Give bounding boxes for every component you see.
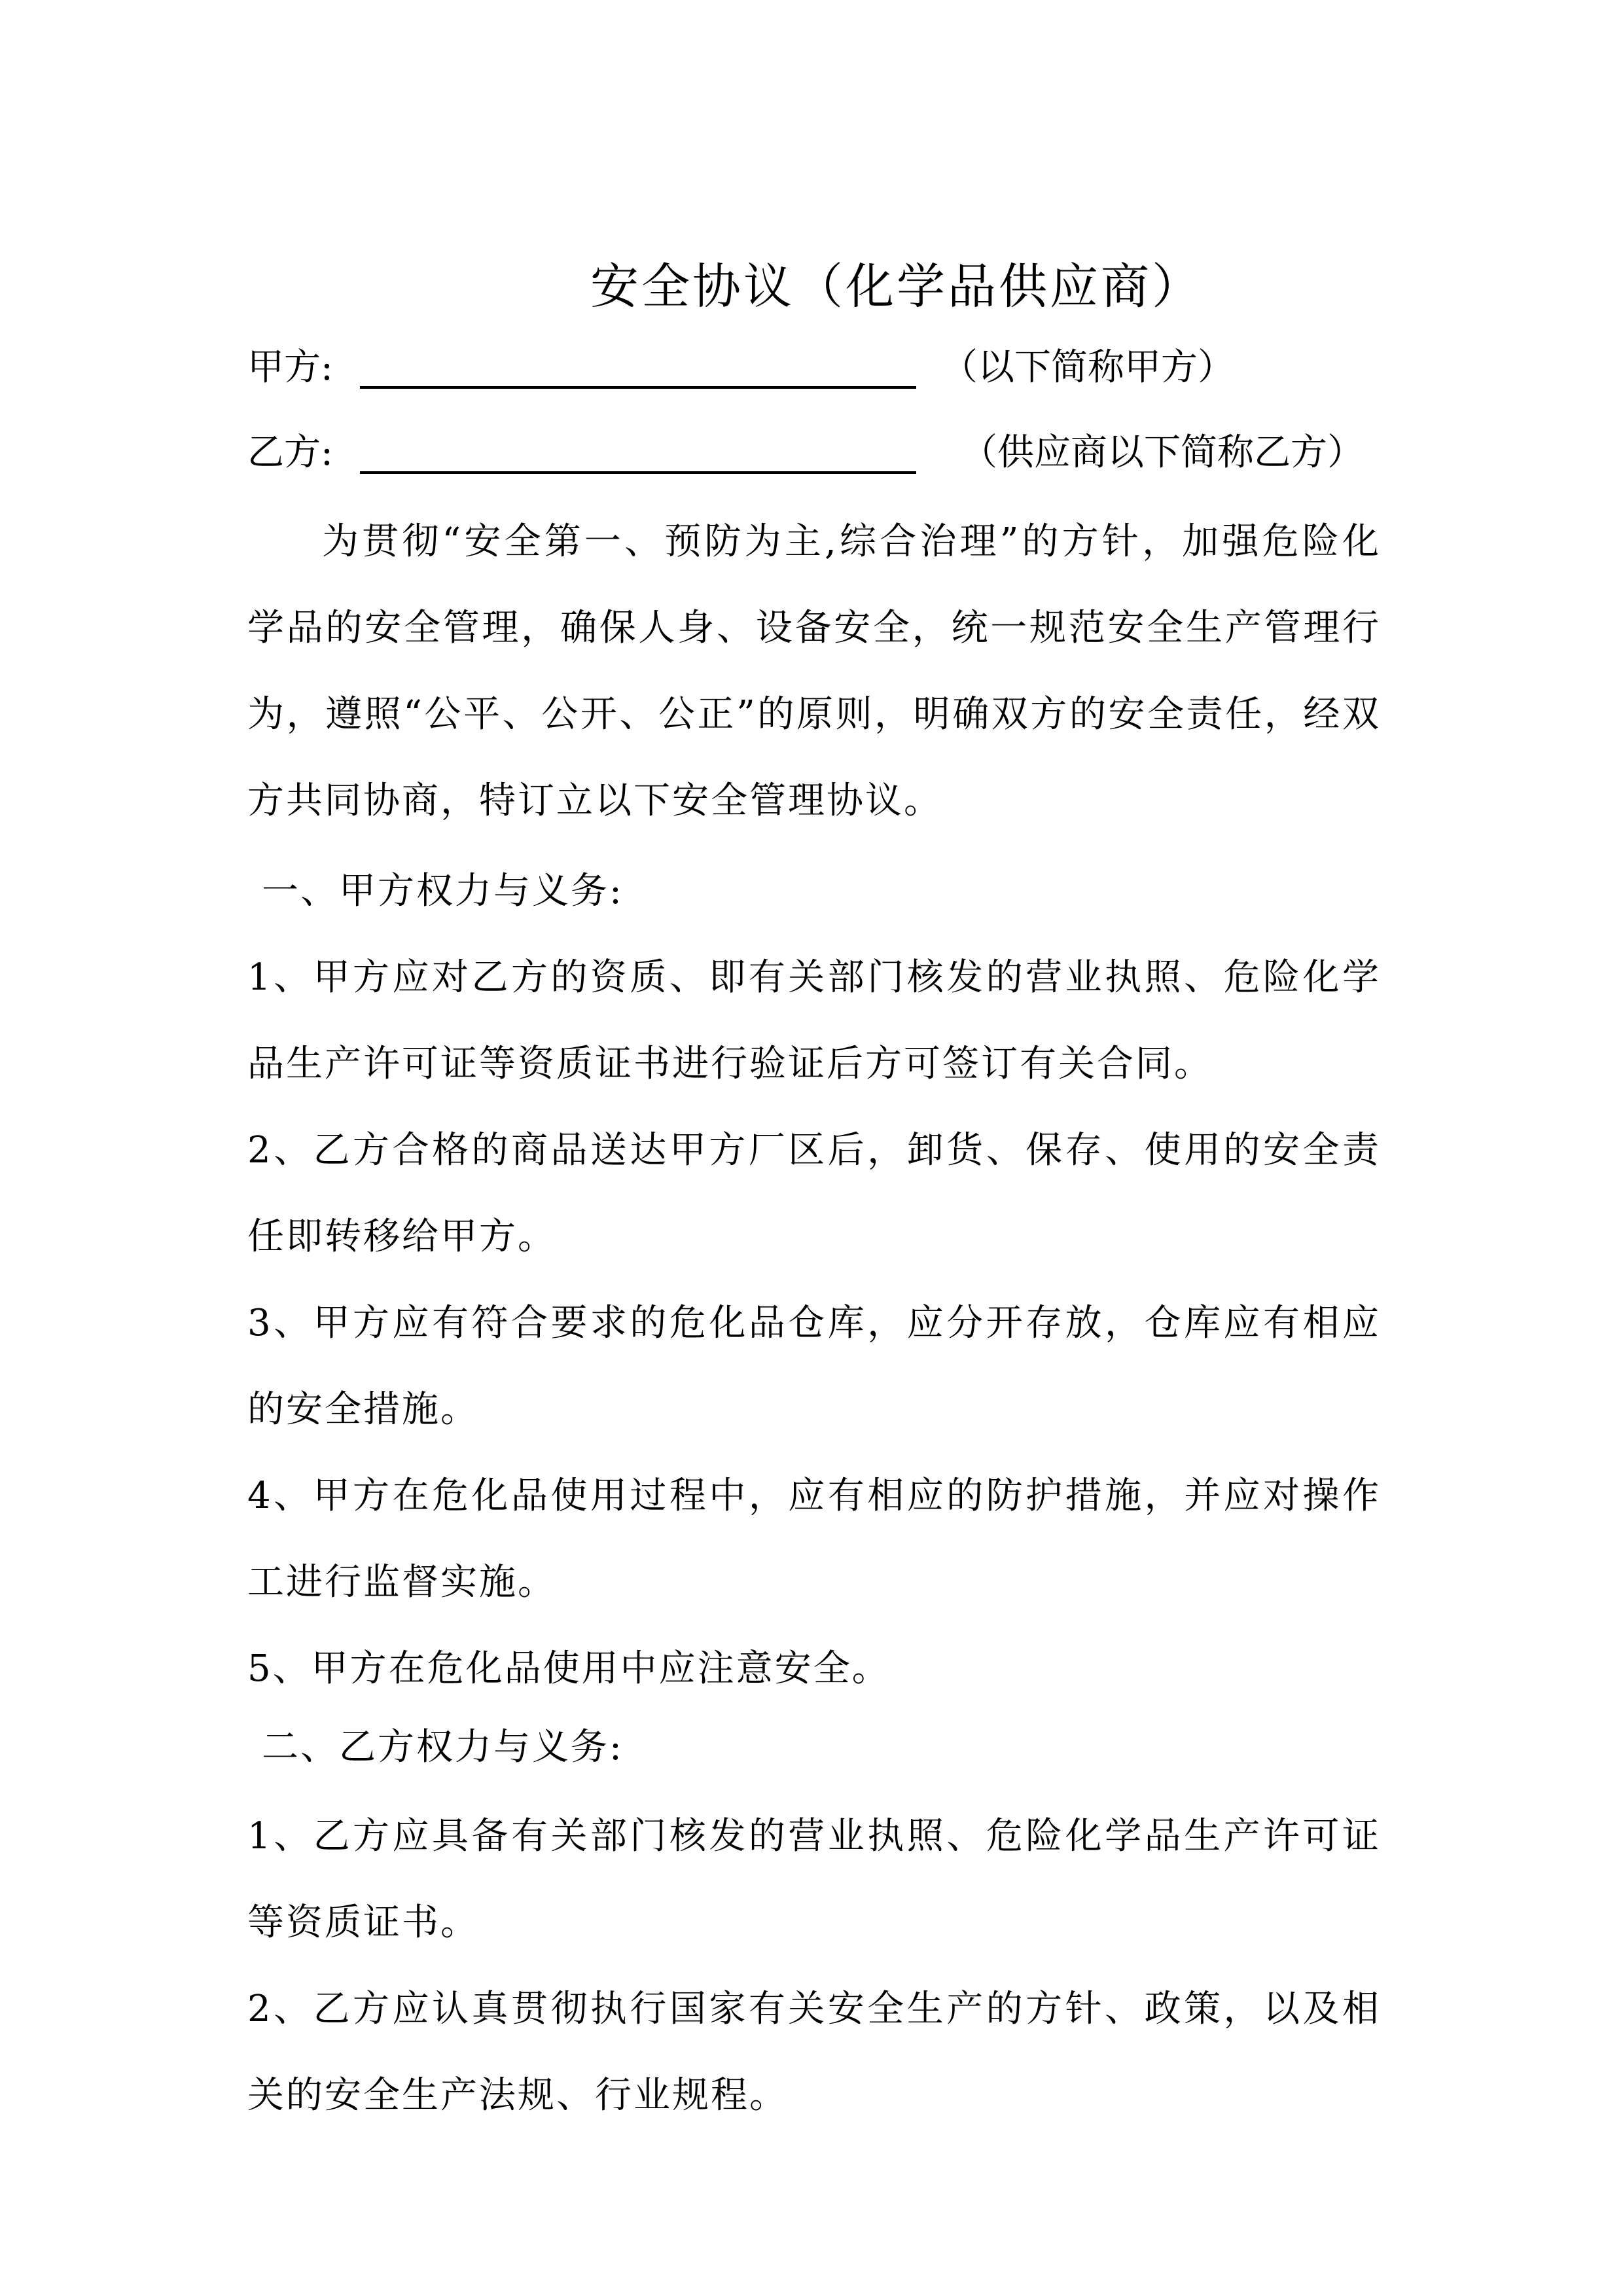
section-2-heading: 二、乙方权力与义务:	[262, 1726, 624, 1768]
section-1-item-5: 5、甲方在危化品使用中应注意安全。	[247, 1647, 891, 1690]
document-title: 安全协议（化学品供应商）	[590, 259, 1203, 315]
section-1-item-3: 3、甲方应有符合要求的危化品仓库，应分开存放，仓库应有相应的安全措施。	[247, 1302, 1381, 1431]
party-a-blank-line	[360, 347, 916, 389]
section-1-item-4: 4、甲方在危化品使用过程中，应有相应的防护措施，并应对操作工进行监督实施。	[247, 1475, 1381, 1604]
preamble-paragraph: 为贯彻“安全第一、预防为主,综合治理”的方针，加强危险化学品的安全管理，确保人身、设备安全，统一规范安全生产管理行为，遵照“公平、公开、公正”的原则，明确双方的安全责任，经双方共同协商，特订立以下安全管理协议。	[247, 520, 1381, 822]
party-b-row	[247, 414, 1399, 492]
party-a-note: （以下简称甲方）	[941, 346, 1234, 389]
party-b-label: 乙方:	[247, 431, 333, 474]
section-1-heading: 一、甲方权力与义务:	[262, 870, 624, 912]
party-a-row	[247, 329, 1399, 407]
section-1-item-2: 2、乙方合格的商品送达甲方厂区后，卸货、保存、使用的安全责任即转移给甲方。	[247, 1129, 1381, 1258]
party-b-note: （供应商以下简称乙方）	[961, 431, 1364, 474]
section-2-item-1: 1、乙方应具备有关部门核发的营业执照、危险化学品生产许可证等资质证书。	[247, 1815, 1381, 1944]
section-2-item-2: 2、乙方应认真贯彻执行国家有关安全生产的方针、政策，以及相关的安全生产法规、行业规程。	[247, 1988, 1381, 2117]
party-a-label: 甲方:	[247, 346, 333, 389]
party-b-blank-line	[360, 432, 916, 474]
section-1-item-1: 1、甲方应对乙方的资质、即有关部门核发的营业执照、危险化学品生产许可证等资质证书进行验证后方可签订有关合同。	[247, 956, 1381, 1085]
